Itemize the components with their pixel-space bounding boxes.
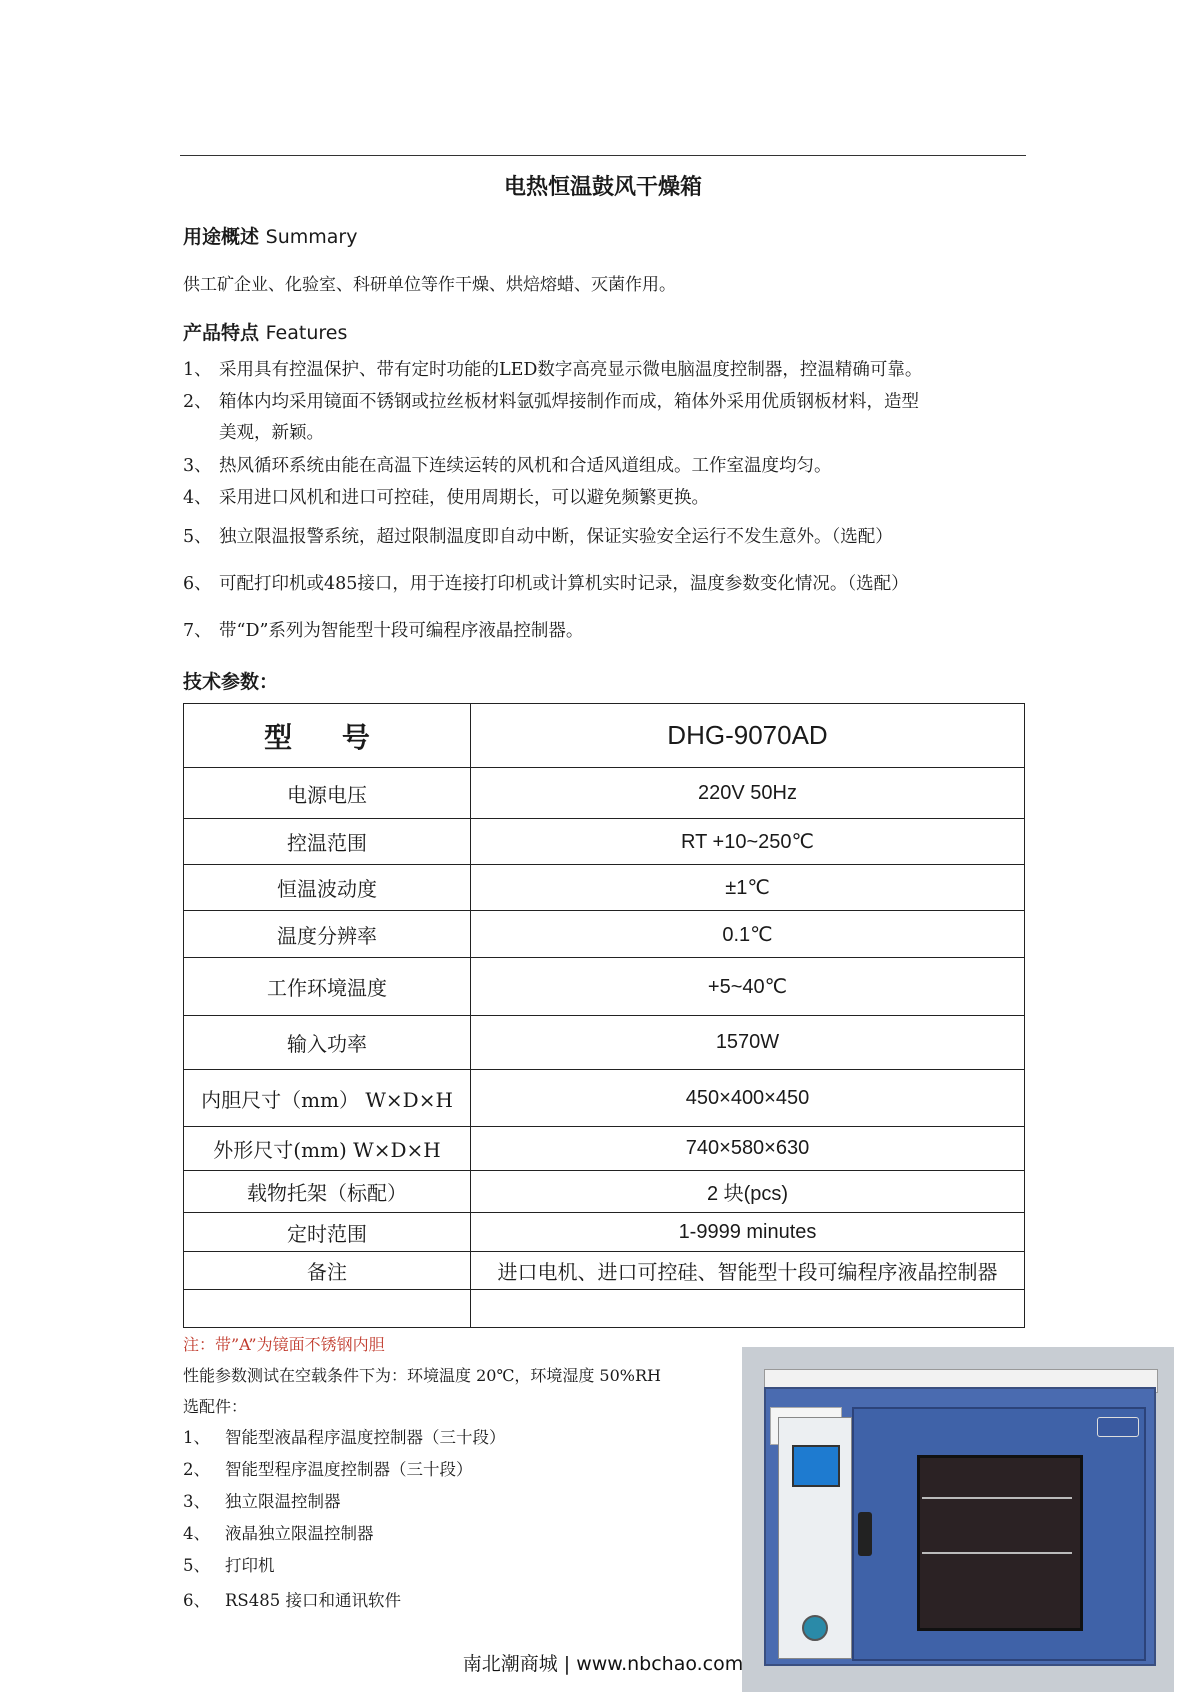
spec-key: 控温范围 (184, 819, 471, 865)
spec-key: 输入功率 (184, 1016, 471, 1070)
spec-value: 740×580×630 (471, 1127, 1025, 1171)
feature-number: 6、 (183, 574, 212, 594)
brand-logo (1097, 1417, 1139, 1437)
feature-item (183, 569, 1033, 600)
option-number: 1、 (183, 1428, 210, 1447)
spec-value: 2 块(pcs) (471, 1171, 1025, 1213)
feature-number: 1、 (183, 360, 212, 380)
oven-knob (802, 1615, 828, 1641)
spec-value: 450×400×450 (471, 1070, 1025, 1127)
option-number: 4、 (183, 1524, 210, 1543)
spec-heading: 技术参数： (183, 671, 279, 693)
option-item (183, 1422, 506, 1454)
feature-number: 2、 (183, 392, 212, 412)
spec-value: ±1℃ (471, 865, 1025, 911)
feature-item (183, 522, 1033, 553)
table-row (184, 911, 1025, 958)
spec-value: RT +10~250℃ (471, 819, 1025, 865)
document-title: 电热恒温鼓风干燥箱 (503, 175, 702, 200)
table-row (184, 1252, 1025, 1290)
spec-value: 220V 50Hz (471, 768, 1025, 819)
table-row (184, 768, 1025, 819)
spec-value: 0.1℃ (471, 911, 1025, 958)
test-condition-note: 性能参数测试在空载条件下为：环境温度 20℃，环境湿度 50%RH (183, 1366, 661, 1385)
feature-item (183, 483, 1033, 514)
feature-text-continued: 美观，新颖。 (219, 423, 324, 443)
features-heading-zh: 产品特点 (183, 322, 260, 344)
options-heading: 选配件： (183, 1397, 248, 1416)
mirror-steel-note: 注：带”A”为镜面不锈钢内胆 (183, 1335, 385, 1354)
option-text: RS485 接口和通讯软件 (225, 1591, 401, 1610)
spec-key: 定时范围 (184, 1213, 471, 1252)
oven-window (917, 1455, 1083, 1631)
feature-item (183, 451, 1033, 482)
table-row (184, 1213, 1025, 1252)
table-row (184, 704, 1025, 768)
spec-value (471, 1290, 1025, 1328)
spec-value: 进口电机、进口可控硅、智能型十段可编程序液晶控制器 (471, 1252, 1025, 1290)
table-row (184, 958, 1025, 1016)
table-row (184, 1171, 1025, 1213)
header-rule (180, 155, 1026, 156)
model-value: DHG-9070AD (471, 704, 1025, 768)
option-number: 6、 (183, 1591, 210, 1610)
features-heading-en: Features (265, 322, 348, 344)
option-number: 5、 (183, 1556, 210, 1575)
footer-watermark: 南北潮商城 | www.nbchao.com (462, 1653, 744, 1675)
feature-item (183, 387, 1033, 449)
features-heading (183, 318, 347, 345)
feature-text: 可配打印机或485接口，用于连接打印机或计算机实时记录，温度参数变化情况。（选配） (219, 574, 909, 594)
option-number: 3、 (183, 1492, 210, 1511)
summary-text: 供工矿企业、化验室、科研单位等作干燥、烘焙熔蜡、灭菌作用。 (183, 275, 676, 295)
spec-value: +5~40℃ (471, 958, 1025, 1016)
product-photo (742, 1347, 1174, 1692)
spec-table (183, 703, 1025, 1328)
model-label: 型 号 (184, 704, 471, 768)
spec-key: 载物托架（标配） (184, 1171, 471, 1213)
feature-item (183, 355, 1033, 386)
option-text: 独立限温控制器 (225, 1492, 341, 1511)
spec-key: 工作环境温度 (184, 958, 471, 1016)
feature-text: 带“D”系列为智能型十段可编程序液晶控制器。 (219, 621, 584, 641)
feature-text: 独立限温报警系统，超过限制温度即自动中断，保证实验安全运行不发生意外。（选配） (219, 527, 893, 547)
table-row (184, 1290, 1025, 1328)
oven-shelf (922, 1552, 1072, 1554)
feature-text: 采用具有控温保护、带有定时功能的LED数字高亮显示微电脑温度控制器，控温精确可靠。 (219, 360, 923, 380)
spec-key: 外形尺寸(mm) W×D×H (184, 1127, 471, 1171)
summary-heading-en: Summary (265, 226, 358, 248)
table-row (184, 1016, 1025, 1070)
option-item (183, 1518, 374, 1550)
spec-key: 备注 (184, 1252, 471, 1290)
feature-text: 箱体内均采用镜面不锈钢或拉丝板材料氩弧焊接制作而成，箱体外采用优质钢板材料，造型 (219, 392, 919, 412)
option-text: 液晶独立限温控制器 (225, 1524, 374, 1543)
summary-heading-zh: 用途概述 (183, 226, 260, 248)
feature-number: 7、 (183, 621, 212, 641)
option-item (183, 1454, 473, 1486)
option-item (183, 1550, 275, 1582)
feature-text: 采用进口风机和进口可控硅，使用周期长，可以避免频繁更换。 (219, 488, 709, 508)
option-number: 2、 (183, 1460, 210, 1479)
oven-door-handle (858, 1512, 872, 1556)
spec-value: 1570W (471, 1016, 1025, 1070)
table-row (184, 865, 1025, 911)
feature-text: 热风循环系统由能在高温下连续运转的风机和合适风道组成。工作室温度均匀。 (219, 456, 832, 476)
oven-display-screen (792, 1445, 840, 1487)
feature-item (183, 616, 1033, 647)
summary-heading (183, 222, 357, 249)
spec-key: 内胆尺寸（mm） W×D×H (184, 1070, 471, 1127)
oven-shelf (922, 1497, 1072, 1499)
option-text: 打印机 (225, 1556, 275, 1575)
option-item (183, 1585, 401, 1617)
spec-value: 1-9999 minutes (471, 1213, 1025, 1252)
option-text: 智能型液晶程序温度控制器（三十段） (225, 1428, 506, 1447)
table-row (184, 1070, 1025, 1127)
spec-key (184, 1290, 471, 1328)
spec-key: 温度分辨率 (184, 911, 471, 958)
table-row (184, 1127, 1025, 1171)
feature-number: 4、 (183, 488, 212, 508)
option-item (183, 1486, 341, 1518)
table-row (184, 819, 1025, 865)
spec-key: 恒温波动度 (184, 865, 471, 911)
feature-number: 3、 (183, 456, 212, 476)
spec-key: 电源电压 (184, 768, 471, 819)
option-text: 智能型程序温度控制器（三十段） (225, 1460, 473, 1479)
feature-number: 5、 (183, 527, 212, 547)
